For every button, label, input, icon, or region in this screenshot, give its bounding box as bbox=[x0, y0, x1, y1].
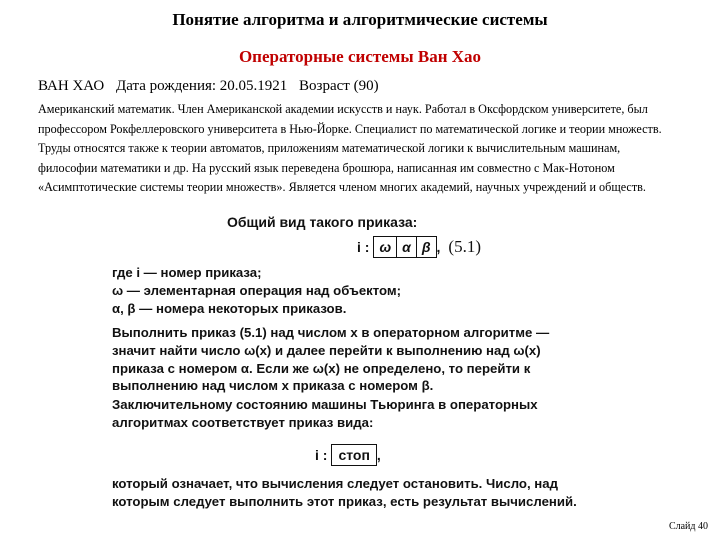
formula-tail: , bbox=[436, 239, 441, 255]
slide-subtitle: Операторные системы Ван Хао bbox=[238, 47, 482, 66]
legend-line: α, β — номера некоторых приказов. bbox=[112, 300, 347, 316]
formula-legend bbox=[112, 264, 401, 317]
formula-cell-beta: β bbox=[421, 239, 431, 255]
slide-number: Слайд 40 bbox=[668, 521, 708, 532]
excerpt-paragraph-3: который означает, что вычисления следует остановить. Число, над которым следует выполнить этот приказ, есть результат вычислений. bbox=[112, 476, 577, 509]
stop-formula-cell: стоп bbox=[338, 447, 370, 463]
formula-box bbox=[373, 236, 436, 258]
formula-number: (5.1) bbox=[448, 237, 481, 256]
formula-cell-omega: ω bbox=[374, 237, 397, 257]
slide-title: Понятие алгоритма и алгоритмические системы bbox=[172, 10, 548, 29]
bio-birth-date: Дата рождения: 20.05.1921 bbox=[115, 78, 288, 94]
formula-cell-alpha: α bbox=[397, 237, 417, 257]
stop-formula-label: i : bbox=[315, 447, 328, 463]
bio-name: ВАН ХАО bbox=[38, 78, 105, 94]
excerpt-paragraph-2: Заключительному состоянию машины Тьюринга в операторных алгоритмах соответствует приказ вида: bbox=[112, 397, 538, 430]
excerpt-paragraph-1: Выполнить приказ (5.1) над числом x в операторном алгоритме — значит найти число ω(x) и далее перейти к выполнению над ω(x) приказа с номером α. Если же ω(x) не определено, то перейти к выполнению над числом x приказа с номером β. bbox=[112, 325, 550, 394]
stop-formula-tail: , bbox=[376, 447, 381, 463]
legend-line: ω — элементарная операция над объектом; bbox=[112, 282, 402, 298]
bio-header bbox=[38, 78, 387, 95]
bio-text: Американский математик. Член Американской академии искусств и наук. Работал в Оксфордском университете, был профессором Рокфеллеровского университета в Нью-Йорке. Специалист по математической логике и теории множеств. Труды относятся также к теории автоматов, приложениям математической логики к вычислительным машинам, философии математики и др. На русский язык переведена брошюра, написанная им совместно с Мак-Нотоном «Асимптотические системы теории множеств». Является членом многих академий, научных учреждений и обществ. bbox=[38, 102, 662, 194]
bio-age: Возраст (90) bbox=[299, 78, 379, 94]
stop-formula bbox=[315, 444, 381, 466]
scanned-excerpt bbox=[112, 212, 582, 534]
excerpt-heading: Общий вид такого приказа: bbox=[227, 214, 418, 230]
order-formula bbox=[357, 236, 481, 258]
stop-formula-box bbox=[331, 444, 376, 466]
formula-label: i : bbox=[357, 239, 370, 255]
legend-line: где i — номер приказа; bbox=[112, 265, 262, 280]
